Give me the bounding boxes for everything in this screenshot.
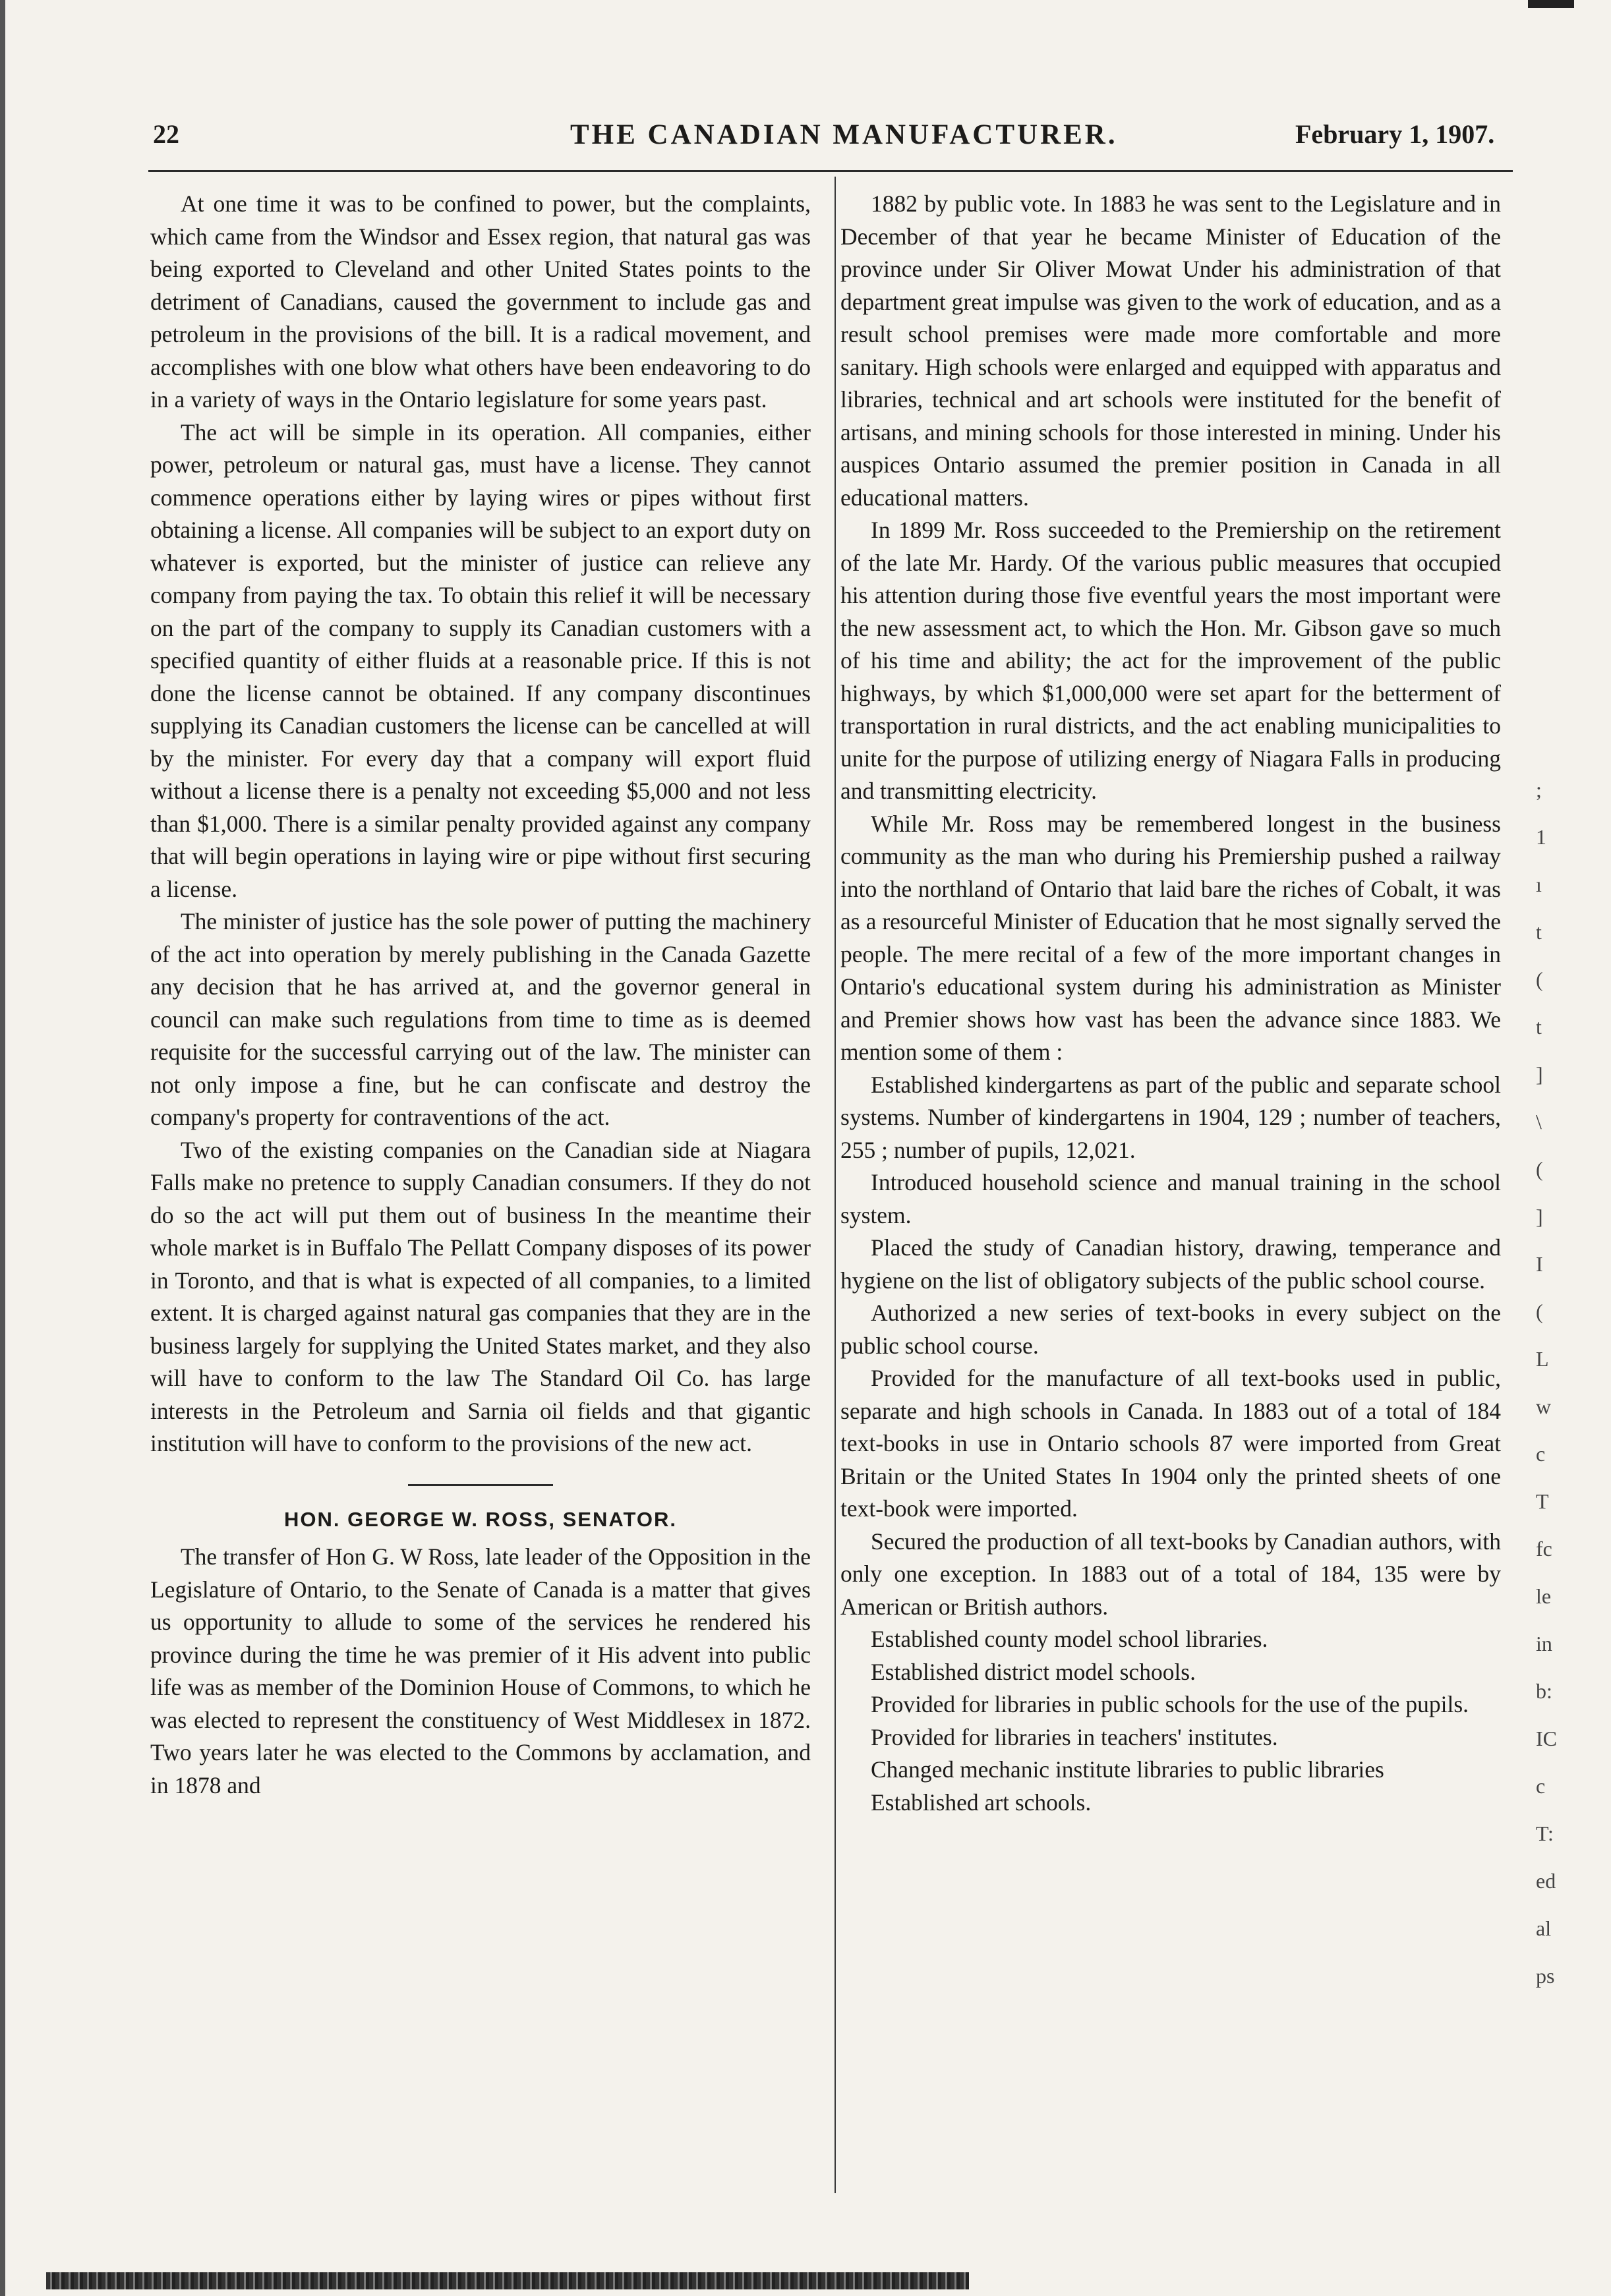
margin-fragment: 1	[1536, 825, 1546, 849]
article-paragraph: In 1899 Mr. Ross succeeded to the Premiership on the retirement of the late Mr. Hardy. Of the various public measures that occupied his attention during those five eventful years the most important were the new assessment act, to which the Hon. Mr. Gibson gave so much of his time and ability; the act for the improvement of the public highways, by which $1,000,000 were set apart for the betterment of transportation in rural districts, and the act enabling municipalities to unite for the purpose of utilizing energy of Niagara Falls in producing and transmitting electricity.	[840, 517, 1501, 804]
issue-date: February 1, 1907.	[1295, 119, 1495, 149]
margin-fragment: (	[1536, 1157, 1543, 1181]
margin-fragment: ed	[1536, 1869, 1556, 1893]
scan-bottom-edge	[46, 2272, 969, 2289]
section-rule	[408, 1484, 553, 1486]
header-rule	[148, 170, 1513, 172]
margin-fragment: L	[1536, 1347, 1549, 1371]
achievement-item: Introduced household science and manual training in the school system.	[840, 1169, 1501, 1228]
margin-fragment: IC	[1536, 1727, 1557, 1750]
achievement-item: Provided for the manufacture of all text-books used in public, separate and high schools in Canada. In 1883 out of a total of 184 text-books in use in Ontario schools 87 were imported from Great Britain or the United States In 1904 only the printed sheets of one text-book were imported.	[840, 1365, 1501, 1522]
margin-fragment: fc	[1536, 1537, 1552, 1561]
scan-edge-shadow	[0, 0, 5, 2296]
margin-fragment: (	[1536, 1300, 1543, 1323]
margin-fragment: in	[1536, 1632, 1552, 1655]
margin-fragment: b:	[1536, 1679, 1552, 1703]
margin-fragment: t	[1536, 1015, 1542, 1039]
article-paragraph: While Mr. Ross may be remembered longest in the business community as the man who during his Premiership pushed a railway into the northland of Ontario that laid bare the riches of Cobalt, it was as a resourceful Minister of Education that he most signally served the people. The mere recital of a few of the more important changes in Ontario's educational system during his administration as Minister and Premier shows how vast has been the advance since 1883. We mention some of them :	[840, 810, 1501, 1065]
column-divider	[835, 177, 836, 2193]
margin-fragment: ;	[1536, 778, 1542, 801]
margin-fragment: ı	[1536, 873, 1542, 896]
achievement-item: Provided for libraries in teachers' institutes.	[871, 1723, 1278, 1750]
article-paragraph: The transfer of Hon G. W Ross, late leader of the Opposition in the Legislature of Ontario, to the Senate of Canada is a matter that gives us opportunity to allude to some of the services he rendered his province during the time he was premier of it His advent into public life was as member of the Dominion House of Commons, to which he was elected to represent the constituency of West Middlesex in 1872. Two years later he was elected to the Commons by acclamation, and in 1878 and	[150, 1543, 811, 1798]
margin-fragment: T	[1536, 1489, 1549, 1513]
margin-fragment: T:	[1536, 1822, 1554, 1845]
achievement-item: Authorized a new series of text-books in every subject on the public school course.	[840, 1300, 1501, 1359]
margin-fragment: w	[1536, 1394, 1552, 1418]
achievement-item: Secured the production of all text-books by Canadian authors, with only one exception. In 1883 out of a total of 184, 135 were by American or British authors.	[840, 1528, 1501, 1620]
scan-corner-mark	[1528, 0, 1574, 8]
article-paragraph: The act will be simple in its operation. All companies, either power, petroleum or natural gas, must have a license. They cannot commence operations either by laying wires or pipes without first obtaining a license. All companies will be subject to an export duty on whatever is exported, but the minister of justice can relieve any company from paying the tax. To obtain this relief it will be necessary on the part of the company to supply its Canadian customers with a specified quantity of either fluids at a reasonable price. If this is not done the license cannot be obtained. If any company discontinues supplying its Canadian customers the license can be cancelled at will by the minister. For every day that a company will export fluid without a license there is a penalty not exceeding $5,000 and not less than $1,000. There is a similar penalty provided against any company that will begin operations in laying wire or pipe without first securing a license.	[150, 418, 811, 902]
margin-fragment: ]	[1536, 1062, 1543, 1086]
masthead-title: THE CANADIAN MANUFACTURER.	[570, 119, 1118, 150]
achievement-item: Changed mechanic institute libraries to public libraries	[871, 1756, 1384, 1783]
article-paragraph: 1882 by public vote. In 1883 he was sent to the Legislature and in December of that year he became Minister of Education of the province under Sir Oliver Mowat Under his administration of that department great impulse was given to the work of education, and as a result school premises were made more comfortable and more sanitary. High schools were enlarged and equipped with apparatus and libraries, technical and art schools were instituted for the benefit of artisans, and mining schools for those interested in mining. Under his auspices Ontario assumed the premier position in Canada in all educational matters.	[840, 190, 1501, 511]
margin-fragment: (	[1536, 967, 1543, 991]
margin-fragment: ps	[1536, 1964, 1555, 1988]
page-number: 22	[153, 119, 179, 149]
margin-fragment: t	[1536, 920, 1542, 944]
achievement-item: Established kindergartens as part of the public and separate school systems. Number of kindergartens in 1904, 129 ; number of teachers, 255 ; number of pupils, 12,021.	[840, 1071, 1501, 1163]
achievement-item: Established art schools.	[871, 1789, 1092, 1816]
achievement-item: Provided for libraries in public schools for the use of the pupils.	[871, 1691, 1469, 1717]
article-paragraph: The minister of justice has the sole power of putting the machinery of the act into operation by merely publishing in the Canada Gazette any decision that he has arrived at, and the governor general in council can make such regulations from time to time as is deemed requisite for the successful carrying out of the law. The minister can not only impose a fine, but he can confiscate and destroy the company's property for contraventions of the act.	[150, 908, 811, 1130]
margin-fragment: c	[1536, 1442, 1546, 1466]
achievement-item: Placed the study of Canadian history, drawing, temperance and hygiene on the list of obligatory subjects of the public school course.	[840, 1234, 1501, 1294]
article-paragraph: At one time it was to be confined to power, but the complaints, which came from the Windsor and Essex region, that natural gas was being exported to Cleveland and other United States points to the detriment of Canadians, caused the government to include gas and petroleum in the provisions of the bill. It is a radical movement, and accomplishes with one blow what others have been endeavoring to do in a variety of ways in the Ontario legislature for some years past.	[150, 190, 811, 413]
margin-fragment: al	[1536, 1916, 1552, 1940]
right-column	[840, 188, 1501, 1819]
achievement-item: Established county model school libraries.	[871, 1626, 1268, 1652]
achievement-item: Established district model schools.	[871, 1658, 1196, 1685]
margin-fragment: \	[1536, 1110, 1542, 1134]
page-header	[0, 119, 1611, 171]
left-column	[150, 188, 811, 1802]
margin-fragment: c	[1536, 1774, 1546, 1798]
section-heading: HON. GEORGE W. ROSS, SENATOR.	[284, 1507, 677, 1531]
margin-fragment: ]	[1536, 1205, 1543, 1228]
adjacent-page-fragments	[1536, 778, 1562, 2082]
margin-fragment: I	[1536, 1252, 1543, 1276]
margin-fragment: le	[1536, 1584, 1552, 1608]
article-paragraph: Two of the existing companies on the Canadian side at Niagara Falls make no pretence to supply Canadian consumers. If they do not do so the act will put them out of business In the meantime their whole market is in Buffalo The Pellatt Company disposes of its power in Toronto, and that is what is expected of all companies, to a limited extent. It is charged against natural gas companies that they are in the business largely for supplying the United States market, and they also will have to conform to the law The Standard Oil Co. has large interests in the Petroleum and Sarnia oil fields and that gigantic institution will have to conform to the provisions of the new act.	[150, 1136, 811, 1456]
